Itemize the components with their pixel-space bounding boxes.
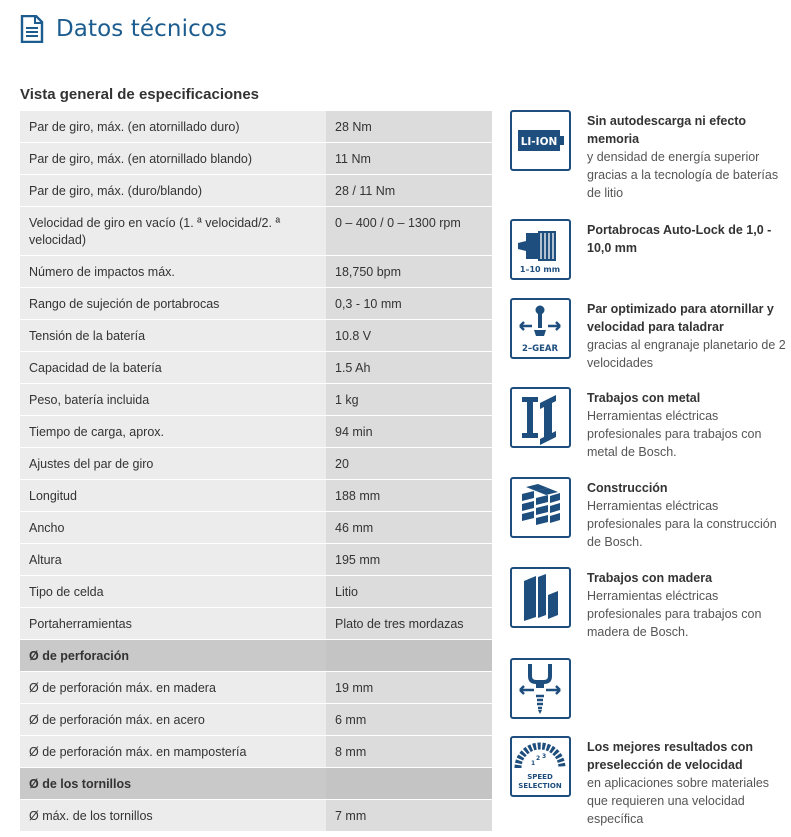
feature-desc: Herramientas eléctricas profesionales para trabajos con metal de Bosch. [587, 409, 762, 459]
spec-value: 18,750 bpm [326, 256, 492, 288]
spec-value: 46 mm [326, 512, 492, 544]
spec-value: Plato de tres mordazas [326, 608, 492, 640]
group-header-drilling [20, 640, 492, 672]
spec-label: Ajustes del par de giro [20, 448, 326, 480]
gear-shift-icon-label: 2–GEAR [521, 344, 559, 354]
feature-title: Portabrocas Auto-Lock de 1,0 - 10,0 mm [587, 223, 772, 255]
feature-text [587, 221, 791, 257]
spec-label: Ancho [20, 512, 326, 544]
feature-text [587, 479, 791, 551]
spec-label: Ø de perforación máx. en mampostería [20, 736, 326, 768]
table-row [20, 256, 492, 288]
spec-value: 28 / 11 Nm [326, 175, 492, 207]
feature-title: Par optimizado para atornillar y velocidad para taladrar [587, 302, 774, 334]
spec-label: Portaherramientas [20, 608, 326, 640]
speed-icon-label-1: SPEED [527, 773, 553, 781]
spec-label: Peso, batería incluida [20, 384, 326, 416]
spec-value: 28 Nm [326, 111, 492, 143]
spec-label: Número de impactos máx. [20, 256, 326, 288]
group-empty-cell [326, 640, 492, 672]
li-ion-icon-label: LI-ION [520, 136, 558, 148]
spec-label: Ø máx. de los tornillos [20, 800, 326, 832]
feature-desc: Herramientas eléctricas profesionales para la construcción de Bosch. [587, 499, 777, 549]
table-row [20, 480, 492, 512]
li-ion-icon [510, 110, 571, 171]
group-title: Ø de perforación [20, 640, 326, 672]
spec-value: Litio [326, 576, 492, 608]
document-icon [20, 15, 44, 43]
spec-label: Par de giro, máx. (en atornillado duro) [20, 111, 326, 143]
spec-label: Ø de perforación máx. en madera [20, 672, 326, 704]
feature-text [587, 389, 791, 461]
spec-value: 188 mm [326, 480, 492, 512]
speed-icon-label-2: SELECTION [518, 782, 562, 790]
feature-text [587, 300, 791, 372]
feature-desc: Herramientas eléctricas profesionales para trabajos con madera de Bosch. [587, 589, 762, 639]
speed-digit-3: 3 [542, 753, 547, 760]
drill-screw-icon [510, 658, 571, 719]
spec-label: Longitud [20, 480, 326, 512]
spec-value: 0 – 400 / 0 – 1300 rpm [326, 207, 492, 256]
spec-value: 8 mm [326, 736, 492, 768]
table-row [20, 736, 492, 768]
spec-label: Rango de sujeción de portabrocas [20, 288, 326, 320]
speed-digit-2: 2 [536, 755, 541, 762]
speed-selection-icon [510, 736, 571, 797]
spec-value: 11 Nm [326, 143, 492, 175]
table-row [20, 320, 492, 352]
group-empty-cell [326, 768, 492, 800]
feature-desc: y densidad de energía superior gracias a la tecnología de baterías de litio [587, 150, 779, 200]
spec-value: 0,3 - 10 mm [326, 288, 492, 320]
spec-label: Tensión de la batería [20, 320, 326, 352]
spec-table [20, 111, 492, 832]
table-row [20, 384, 492, 416]
spec-value: 7 mm [326, 800, 492, 832]
feature-desc: gracias al engranaje planetario de 2 velocidades [587, 338, 786, 370]
spec-label: Par de giro, máx. (duro/blando) [20, 175, 326, 207]
spec-label: Par de giro, máx. (en atornillado blando) [20, 143, 326, 175]
spec-value: 195 mm [326, 544, 492, 576]
spec-value: 19 mm [326, 672, 492, 704]
feature-text [587, 112, 791, 202]
spec-value: 6 mm [326, 704, 492, 736]
feature-title: Los mejores resultados con preselección de velocidad [587, 740, 754, 772]
spec-label: Ø de perforación máx. en acero [20, 704, 326, 736]
table-row [20, 416, 492, 448]
group-header-screws [20, 768, 492, 800]
spec-value: 10.8 V [326, 320, 492, 352]
table-row [20, 672, 492, 704]
table-row [20, 512, 492, 544]
feature-title: Trabajos con madera [587, 571, 713, 585]
feature-desc: en aplicaciones sobre materiales que requieren una velocidad específica [587, 776, 770, 826]
spec-label: Capacidad de la batería [20, 352, 326, 384]
spec-label: Altura [20, 544, 326, 576]
group-title: Ø de los tornillos [20, 768, 326, 800]
table-row [20, 143, 492, 175]
spec-value: 94 min [326, 416, 492, 448]
feature-title: Sin autodescarga ni efecto memoria [587, 114, 747, 146]
metal-beam-icon [510, 387, 571, 448]
speed-digit-1: 1 [531, 760, 536, 767]
spec-label: Tipo de celda [20, 576, 326, 608]
feature-text [587, 738, 791, 828]
spec-value: 1 kg [326, 384, 492, 416]
gear-shift-icon [510, 298, 571, 359]
feature-title: Construcción [587, 481, 668, 495]
page-header [20, 14, 227, 44]
table-row [20, 544, 492, 576]
table-row [20, 207, 492, 256]
table-row [20, 288, 492, 320]
brick-wall-icon [510, 477, 571, 538]
spec-label: Velocidad de giro en vacío (1. ª velocidad/2. ª velocidad) [20, 207, 326, 256]
table-row [20, 448, 492, 480]
spec-label: Tiempo de carga, aprox. [20, 416, 326, 448]
table-row [20, 111, 492, 143]
specs-section-title: Vista general de especificaciones [20, 86, 260, 103]
spec-value: 1.5 Ah [326, 352, 492, 384]
feature-text [587, 569, 791, 641]
feature-title: Trabajos con metal [587, 391, 701, 405]
chuck-icon [510, 219, 571, 280]
table-row [20, 576, 492, 608]
chuck-icon-label: 1–10 mm [519, 265, 561, 274]
table-row [20, 608, 492, 640]
spec-value: 20 [326, 448, 492, 480]
table-row [20, 352, 492, 384]
table-row [20, 704, 492, 736]
wood-planks-icon [510, 567, 571, 628]
table-row [20, 175, 492, 207]
page-title: Datos técnicos [56, 16, 228, 42]
table-row [20, 800, 492, 832]
